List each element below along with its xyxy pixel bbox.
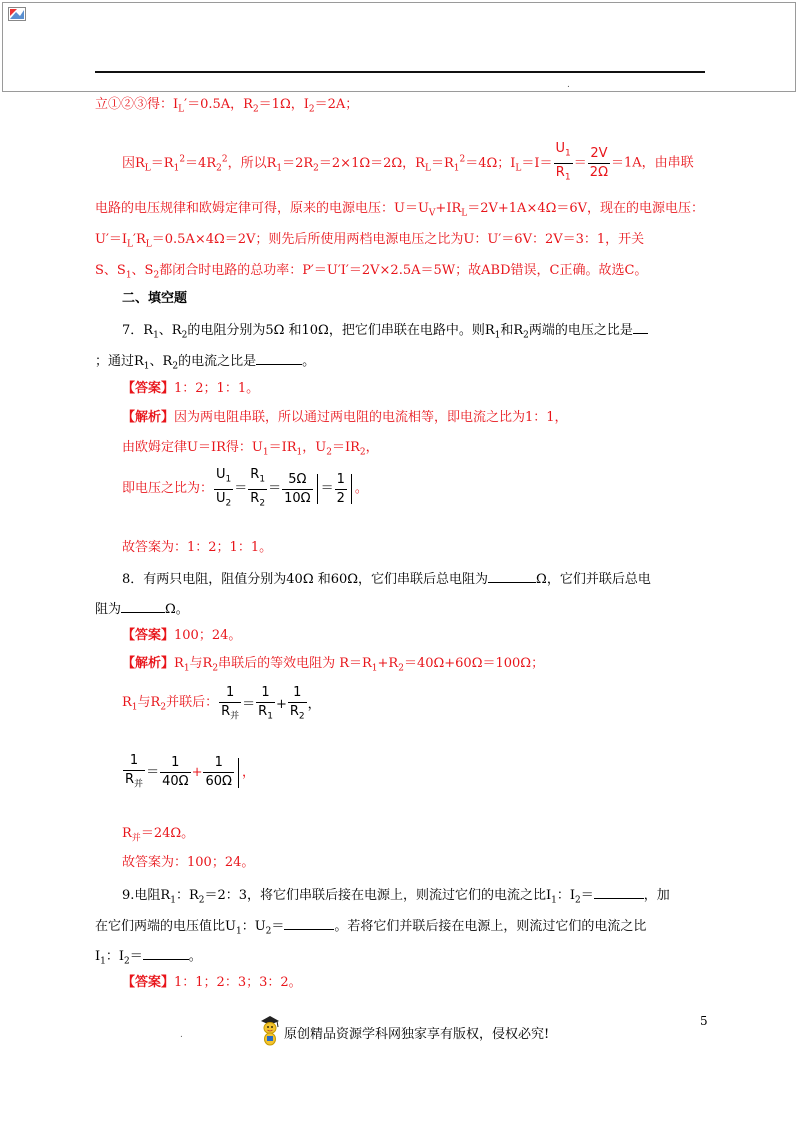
fraction-1-rpar: $\frac{1}{R_并}$ <box>221 685 240 722</box>
fraction-1-rpar: $\frac{1}{R_并}$ <box>125 753 144 790</box>
fraction-1-40: $\frac{1}{40\Omega}$ <box>162 755 189 790</box>
answer-blank[interactable] <box>143 946 189 960</box>
answer-blank[interactable] <box>633 320 648 334</box>
analysis-8-line-1: 【解析】$R_1$与$R_2$串联后的等效电阻为 $R=R_1+R_2=40\Omega+60\Omega=100\Omega$； <box>122 656 545 674</box>
solution-line-2: 因$R_L=R_1^2=4R_2^2$，所以$R_1=2R_2=2\times 1\Omega=2\Omega$，$R_L=R_1^2=4\Omega$；$I_L=I=$ $\frac{U_1}{R_1}$ ＝ $\frac{2V}{2\Omega}$ ＝1A，由串联 <box>122 140 694 186</box>
answer-7: 【答案】1：2；1：1。 <box>122 381 260 396</box>
fraction-u1-r1: $\frac{U_1}{R_1}$ <box>555 141 571 183</box>
question-9-line-3: $I_1$：$I_2=$ 。 <box>95 946 202 970</box>
header-dot: . <box>567 80 570 90</box>
fraction-1-60: $\frac{1}{60\Omega}$ <box>205 755 232 790</box>
header-frame <box>2 2 796 92</box>
analysis-7-line-2: 由欧姆定律U＝IR得：$U_1=IR_1$，$U_2=IR_2$， <box>122 440 379 458</box>
solution-line-3: 电路的电压规律和欧姆定律可得，原来的电源电压：$U=U_V+IR_L=2V+1A\times 4\Omega=6V$，现在的电源电压： <box>95 201 705 219</box>
solution-text: 因$R_L=R_1^2=4R_2^2$，所以$R_1=2R_2=2\times 1\Omega=2\Omega$，$R_L=R_1^2=4\Omega$；$I_L=I=$ <box>122 154 553 174</box>
analysis-8-line-4: $R_并=24\Omega$。 <box>122 826 195 844</box>
conclusion-7: 故答案为：1：2；1：1。 <box>122 540 273 555</box>
footer-dot: . <box>180 1030 183 1040</box>
solution-line-4: $U'=I_L'R_L=0.5A\times 4\Omega=2V$；则先后所使用两档电源电压之比为U：U′＝6V：2V＝3：1，开关 <box>95 232 645 250</box>
fraction-1-r2: $\frac{1}{R_2}$ <box>289 685 305 722</box>
answer-blank[interactable] <box>256 351 302 365</box>
copyright-notice: 原创精品资源学科网独家享有版权，侵权必究! <box>284 1027 550 1042</box>
question-9-line-1: 9.电阻$R_1$：$R_2=2$：3，将它们串联后接在电源上，则流过它们的电流之比$I_1$：$I_2=$ ，加 <box>122 885 670 909</box>
header-rule <box>95 71 705 73</box>
answer-8: 【答案】100；24。 <box>122 628 242 643</box>
analysis-8-line-2: $R_1$与$R_2$并联后： $\frac{1}{R_并}$ ＝ $\frac{1}{R_1}$ + $\frac{1}{R_2}$ ， <box>122 684 321 726</box>
question-7-line-2: ；通过$R_1$、$R_2$的电流之比是 。 <box>95 351 315 375</box>
analysis-7-line-3: 即电压之比为： $\frac{U_1}{U_2}$ ＝ $\frac{R_1}{R_2}$ ＝ $\frac{5\Omega}{10\Omega}$ ＝ $\frac{1}{2}$ 。 <box>122 466 368 512</box>
fraction-r1-r2: $\frac{R_1}{R_2}$ <box>250 467 266 509</box>
analysis-7-line-1: 【解析】因为两电阻串联，所以通过两电阻的电流相等，即电流之比为1：1， <box>122 410 568 425</box>
answer-blank[interactable] <box>284 916 334 930</box>
question-8-line-1: 8．有两只电阻，阻值分别为40Ω 和60Ω，它们串联后总电阻为 Ω，它们并联后总电 <box>122 569 651 588</box>
question-9-line-2: 在它们两端的电压值比$U_1$：$U_2=$ 。若将它们并联后接在电源上，则流过它们的电流之比 <box>95 916 646 940</box>
question-8-line-2: 阻为 Ω。 <box>95 599 189 618</box>
formula-bar <box>317 474 318 504</box>
page-number: 5 <box>700 1014 708 1028</box>
question-7-line-1: 7．$R_1$、$R_2$的电阻分别为5Ω 和10Ω，把它们串联在电路中。则$R_1$和$R_2$两端的电压之比是 <box>122 320 648 344</box>
formula-bar <box>238 758 239 788</box>
fraction-1-r1: $\frac{1}{R_1}$ <box>258 685 273 722</box>
mascot-logo-icon <box>258 1013 282 1047</box>
answer-blank[interactable] <box>121 599 165 613</box>
answer-blank[interactable] <box>594 885 644 899</box>
fraction-u1-u2: $\frac{U_1}{U_2}$ <box>216 467 232 509</box>
fraction-2v-2ohm: $\frac{2V}{2\Omega}$ <box>589 145 609 180</box>
solution-line-5: S、$S_1$、$S_2$都闭合时电路的总功率：P′＝U′I′＝2V×2.5A＝5W；故ABD错误，C正确。故选C。 <box>95 263 648 281</box>
answer-9: 【答案】1：1；2：3；3：2。 <box>122 975 302 990</box>
broken-image-icon <box>8 7 26 21</box>
fraction-1-2: $\frac{1}{2}$ <box>336 471 345 506</box>
analysis-8-line-3: $\frac{1}{R_并}$ ＝ $\frac{1}{40\Omega}$ + $\frac{1}{60\Omega}$ ， <box>122 752 255 794</box>
conclusion-8: 故答案为：100；24。 <box>122 855 255 870</box>
fraction-5-10: $\frac{5\Omega}{10\Omega}$ <box>284 471 311 506</box>
solution-line-1: 立①②③得：$I_L'=0.5A$，$R_2=1\Omega$，$I_2=2A$； <box>95 97 359 115</box>
answer-blank[interactable] <box>488 569 536 583</box>
formula-bar <box>351 474 352 504</box>
section-title: 二、填空题 <box>122 291 188 306</box>
